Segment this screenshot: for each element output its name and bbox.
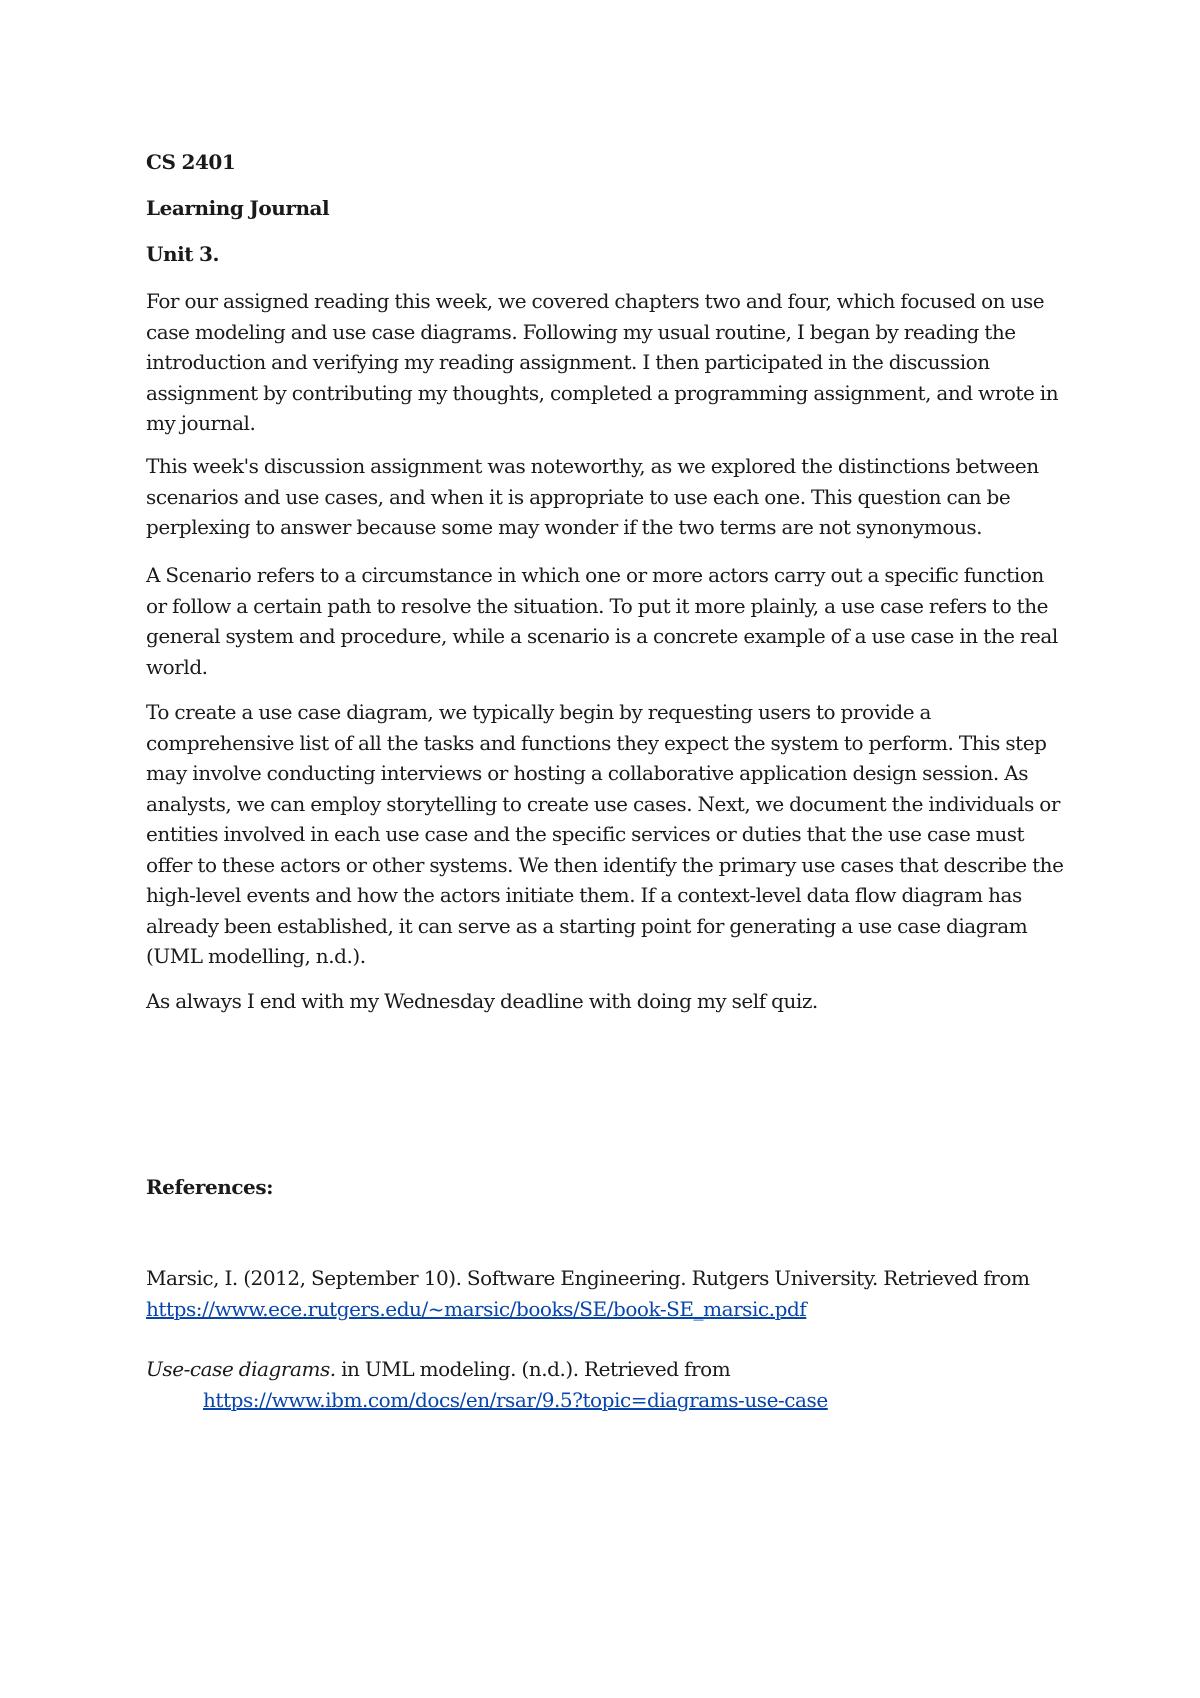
body-paragraph-3: A Scenario refers to a circumstance in which one or more actors carry out a specific function or follow a certain path to resolve the situation. To put it more plainly, a use case refers to the general system and procedure, while a scenario is a concrete example of a use case in the real world. (146, 563, 1058, 679)
reference-item-2 (146, 1354, 1123, 1415)
reference-text: Marsic, I. (2012, September 10). Software Engineering. Rutgers University. Retrieved from (146, 1266, 1030, 1290)
course-code: CS 2401 (146, 150, 236, 174)
body-paragraph-1: For our assigned reading this week, we covered chapters two and four, which focused on use case modeling and use case diagrams. Following my usual routine, I began by reading the introduction and verifying my reading assignment. I then participated in the discussion assignment by contributing my thoughts, completed a programming assignment, and wrote in my journal. (146, 289, 1059, 435)
unit-label: Unit 3. (146, 242, 220, 266)
body-paragraph-4: To create a use case diagram, we typically begin by requesting users to provide a comprehensive list of all the tasks and functions they expect the system to perform. This step may involve conducting interviews or hosting a collaborative application design session. As analysts, we can employ storytelling to create use cases. Next, we document the individuals or entities involved in each use case and the specific services or duties that the use case must offer to these actors or other systems. We then identify the primary use cases that describe the high-level events and how the actors initiate them. If a context-level data flow diagram has already been established, it can serve as a starting point for generating a use case diagram (UML modelling, n.d.). (146, 700, 1064, 968)
document-title: Learning Journal (146, 196, 330, 220)
reference-link[interactable]: https://www.ece.rutgers.edu/~marsic/books/SE/book-SE_marsic.pdf (146, 1296, 807, 1321)
reference-link[interactable]: https://www.ibm.com/docs/en/rsar/9.5?topic=diagrams-use-case (203, 1387, 828, 1412)
body-paragraph-2: This week's discussion assignment was noteworthy, as we explored the distinctions between scenarios and use cases, and when it is appropriate to use each one. This question can be perplexing to answer because some may wonder if the two terms are not synonymous. (146, 454, 1039, 539)
references-heading: References: (146, 1175, 274, 1199)
body-paragraph-5: As always I end with my Wednesday deadline with doing my self quiz. (146, 989, 818, 1013)
reference-text: in UML modeling. (n.d.). Retrieved from (335, 1357, 731, 1381)
reference-title: Use-case diagrams. (146, 1357, 336, 1381)
reference-item-1 (146, 1263, 1066, 1324)
